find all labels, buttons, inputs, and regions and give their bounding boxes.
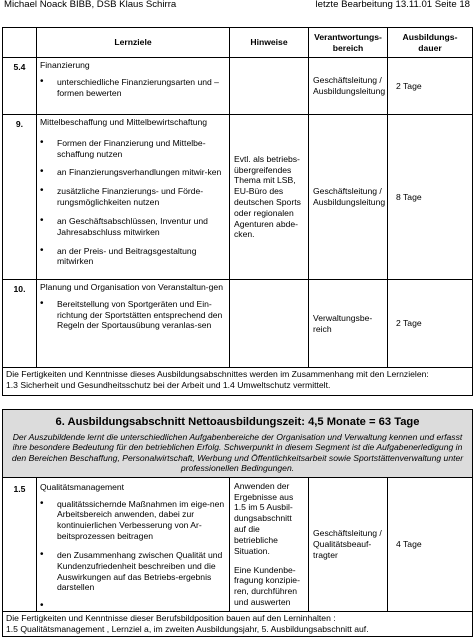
- section-header-row: [3, 409, 473, 477]
- lernziel-list: [40, 299, 226, 331]
- dauer-header: Ausbildungs-dauer: [388, 28, 473, 58]
- list-item: • Bereitstellung von Sportgeräten und Ein-richtung der Sportstätten entsprechend den Regeln der Sportausübung veranlas-sen: [40, 299, 226, 331]
- spacer-cell: [3, 395, 473, 409]
- verantwortung-header: Verantwortungs-bereich: [309, 28, 388, 58]
- hinweise-header: Hinweise: [230, 28, 309, 58]
- table-row: [3, 280, 473, 368]
- bereich-cell: Geschäftsleitung / Qualitätsbeauf-tragter: [309, 477, 388, 611]
- list-item: • unterschiedliche Finanzierungsarten und –formen bewerten: [40, 77, 226, 99]
- lernziel-list: [40, 499, 226, 594]
- page-header: [0, 0, 474, 12]
- lernziel-cell: [37, 280, 230, 368]
- lernziel-title: Planung und Organisation von Veranstaltun-gen: [40, 282, 223, 292]
- hinweise-text: Anwenden der Ergebnisse aus 1.5 im 5 Ausbil-dungsabschnitt auf die betriebliche Situation.: [234, 480, 294, 556]
- header-author: Michael Noack BIBB, DSB Klaus Schirra: [4, 0, 177, 10]
- curriculum-table: [2, 27, 473, 637]
- note-line: Die Fertigkeiten und Kenntnisse dieser Berufsbildposition bauen auf den Lerninhalten :: [6, 612, 336, 623]
- hinweise-cell: [230, 58, 309, 115]
- lernziel-title: Mittelbeschaffung und Mittelbewirtschaftung: [40, 117, 208, 127]
- note-row: [3, 611, 473, 637]
- section-description: Der Auszubildende lernt die unterschiedlichen Aufgabenbereiche der Organisation und Verwaltung kennen und erfasst ihre besondere Bedeutung für den betrieblichen Erfolg. Schwerpunkt in diesem Segment ist die Aufgabenerledigung in den Bereichen Beschaffung, Personalwirtschaft, Werbung und Öffentlichkeitsarbeit sowie Sportstättenverwaltung unter professionellen Bedingungen.: [11, 431, 464, 474]
- note-cell: [3, 368, 473, 396]
- note-line: 1.3 Sicherheit und Gesundheitsschutz bei der Arbeit und 1.4 Umweltschutz vermittelt.: [6, 379, 331, 390]
- bereich-cell: Verwaltungsbe-reich: [309, 280, 388, 368]
- lernziel-cell: [37, 115, 230, 280]
- lernziel-cell: [37, 58, 230, 115]
- lernziele-header: Lernziele: [37, 28, 230, 58]
- hinweise-text: Eine Kundenbe-fragung konzipie-ren, durchführen und auswerten: [234, 564, 300, 607]
- table-row: [3, 477, 473, 611]
- spacer-row: [3, 395, 473, 409]
- lernziel-title: Qualitätsmanagement: [40, 481, 125, 492]
- table-row: [3, 58, 473, 115]
- hinweise-cell: [230, 477, 309, 611]
- list-item: • qualitätssichernde Maßnahmen im eige-nen Arbeitsbereich anwenden, dabei zur kontinuierlichen Verbesserung von Ar-beitsprozessen beitragen: [40, 499, 226, 542]
- list-item: • zusätzliche Finanzierungs- und Förde-rungsmöglichkeiten nutzen: [40, 186, 226, 208]
- column-header-row: [3, 28, 473, 58]
- num-header: [3, 28, 37, 58]
- row-number: 5.4: [3, 58, 37, 115]
- list-item: • an der Preis- und Beitragsgestaltung mitwirken: [40, 246, 226, 268]
- row-number: 10.: [3, 280, 37, 368]
- lernziel-cell: [37, 477, 230, 611]
- note-line: Die Fertigkeiten und Kenntnisse dieses Ausbildungsabschnittes werden im Zusammenhang mit den Lernzielen:: [6, 369, 429, 379]
- lernziel-list: [40, 138, 226, 267]
- lernziel-title: Finanzierung: [40, 60, 90, 70]
- note-line: 1.5 Qualitätsmanagement , Lernziel a, im zweiten Ausbildungsjahr, 5. Ausbildungsabschnitt auf.: [6, 623, 369, 634]
- row-number: 1.5: [3, 477, 37, 611]
- table-row: [3, 115, 473, 280]
- section-cell: [3, 409, 473, 477]
- dauer-cell: 2 Tage: [388, 280, 473, 368]
- dauer-cell: 8 Tage: [388, 115, 473, 280]
- section-title: 6. Ausbildungsabschnitt Nettoausbildungszeit: 4,5 Monate = 63 Tage: [55, 415, 420, 428]
- list-item: • an Geschäftsabschlüssen, Inventur und Jahresabschluss mitwirken: [40, 216, 226, 238]
- list-item: • an Finanzierungsverhandlungen mitwir-ken: [40, 167, 226, 178]
- bereich-cell: Geschäftsleitung / Ausbildungsleitung: [309, 115, 388, 280]
- hinweise-cell: Evtl. als betriebs-übergreifendes Thema mit LSB, EU-Büro des deutschen Sports oder regionalen Agenturen abde-cken.: [230, 115, 309, 280]
- row-number: 9.: [3, 115, 37, 280]
- lernziel-list: [40, 77, 226, 99]
- dauer-cell: 4 Tage: [388, 477, 473, 611]
- list-item: • den Zusammenhang zwischen Qualität und Kundenzufriedenheit beschreiben und die Auswirkungen auf das Betriebs-ergebnis darstellen: [40, 550, 226, 593]
- header-revision: letzte Bearbeitung 13.11.01 Seite 18: [315, 0, 470, 10]
- note-row: [3, 368, 473, 396]
- list-item: • Formen der Finanzierung und Mittelbe-schaffung nutzen: [40, 138, 226, 160]
- dauer-cell: 2 Tage: [388, 58, 473, 115]
- note-cell: [3, 611, 473, 637]
- bereich-cell: Geschäftsleitung / Ausbildungsleitung: [309, 58, 388, 115]
- hinweise-cell: [230, 280, 309, 368]
